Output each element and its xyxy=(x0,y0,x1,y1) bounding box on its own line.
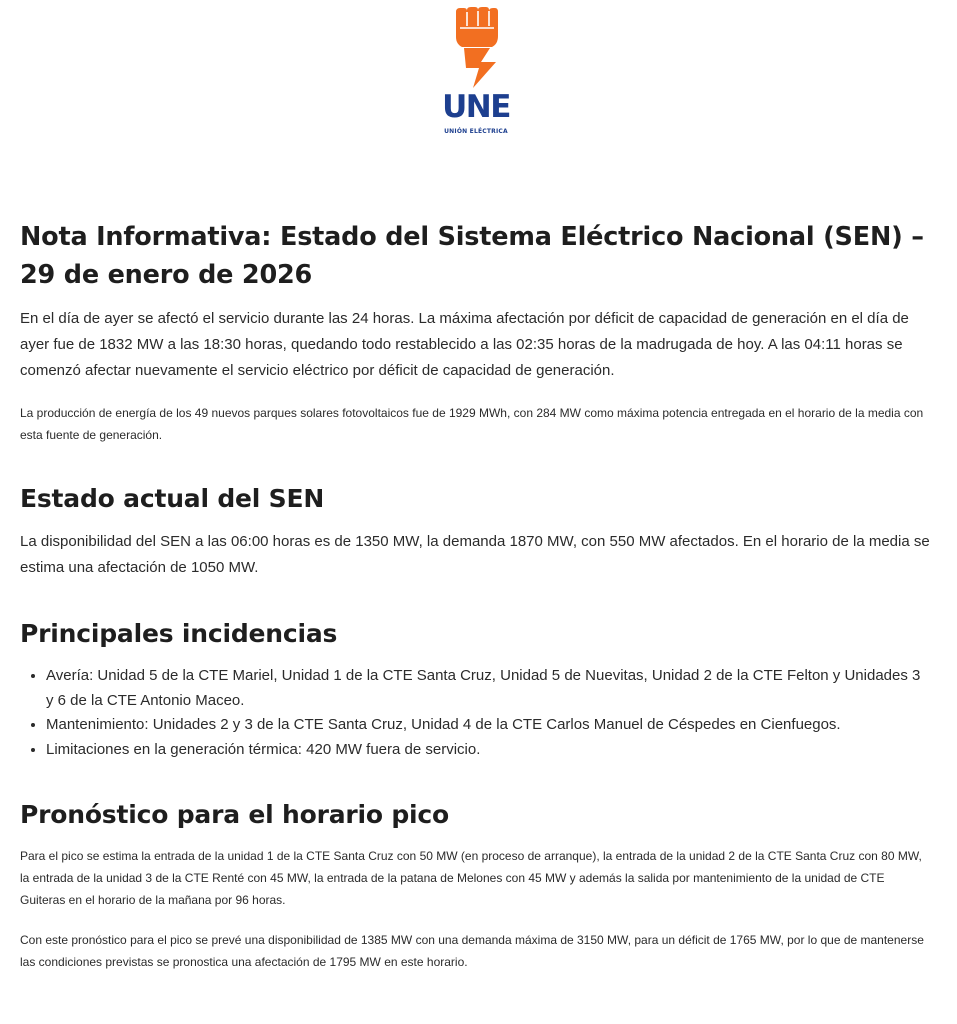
article-content xyxy=(20,218,930,973)
pronostico-paragraph-1: Para el pico se estima la entrada de la unidad 1 de la CTE Santa Cruz con 50 MW (en proceso de arranque), la entrada de la unidad 2 de la CTE Santa Cruz con 80 MW, la entrada de la unidad 3 de la CTE Renté con 45 MW, la entrada de la patana de Melones con 45 MW y además la salida por mantenimiento de la unidad de CTE Guiteras en el horario de la mañana por 96 horas. xyxy=(20,849,922,907)
section-heading-estado: Estado actual del SEN xyxy=(20,484,325,513)
incidencias-list xyxy=(20,664,930,762)
estado-paragraph: La disponibilidad del SEN a las 06:00 horas es de 1350 MW, la demanda 1870 MW, con 550 MW afectados. En el horario de la media se estima una afectación de 1050 MW. xyxy=(20,533,930,576)
une-logo[interactable] xyxy=(436,6,516,136)
logo-wordmark: UNE xyxy=(442,89,510,125)
pronostico-paragraph-2: Con este pronóstico para el pico se prevé una disponibilidad de 1385 MW con una demanda máxima de 3150 MW, para un déficit de 1765 MW, por lo que de mantenerse las condiciones previstas se pronostica una afectación de 1795 MW en este horario. xyxy=(20,933,924,969)
section-heading-incidencias: Principales incidencias xyxy=(20,619,338,648)
list-item: • Avería: Unidad 5 de la CTE Mariel, Unidad 1 de la CTE Santa Cruz, Unidad 5 de Nuevitas, Unidad 2 de la CTE Felton y Unidades 3 y 6 de la CTE Antonio Maceo. xyxy=(46,664,930,713)
solar-paragraph: La producción de energía de los 49 nuevos parques solares fotovoltaicos fue de 1929 MWh, con 284 MW como máxima potencia entregada en el horario de la media con esta fuente de generación. xyxy=(20,406,924,442)
section-heading-pronostico: Pronóstico para el horario pico xyxy=(20,800,450,829)
fist-lightning-icon xyxy=(436,6,516,90)
article-title: Nota Informativa: Estado del Sistema Eléctrico Nacional (SEN) – 29 de enero de 2026 xyxy=(20,222,924,290)
intro-paragraph: En el día de ayer se afectó el servicio durante las 24 horas. La máxima afectación por déficit de capacidad de generación en el día de ayer fue de 1832 MW a las 18:30 horas, quedando todo restablecido a las 02:35 horas de la madrugada de hoy. A las 04:11 horas se comenzó afectar nuevamente el servicio eléctrico por déficit de capacidad de generación. xyxy=(20,310,909,379)
logo-subtitle: UNIÓN ELÉCTRICA xyxy=(444,128,508,135)
list-item: • Limitaciones en la generación térmica: 420 MW fuera de servicio. xyxy=(46,738,930,763)
list-item: • Mantenimiento: Unidades 2 y 3 de la CTE Santa Cruz, Unidad 4 de la CTE Carlos Manuel de Céspedes en Cienfuegos. xyxy=(46,713,930,738)
